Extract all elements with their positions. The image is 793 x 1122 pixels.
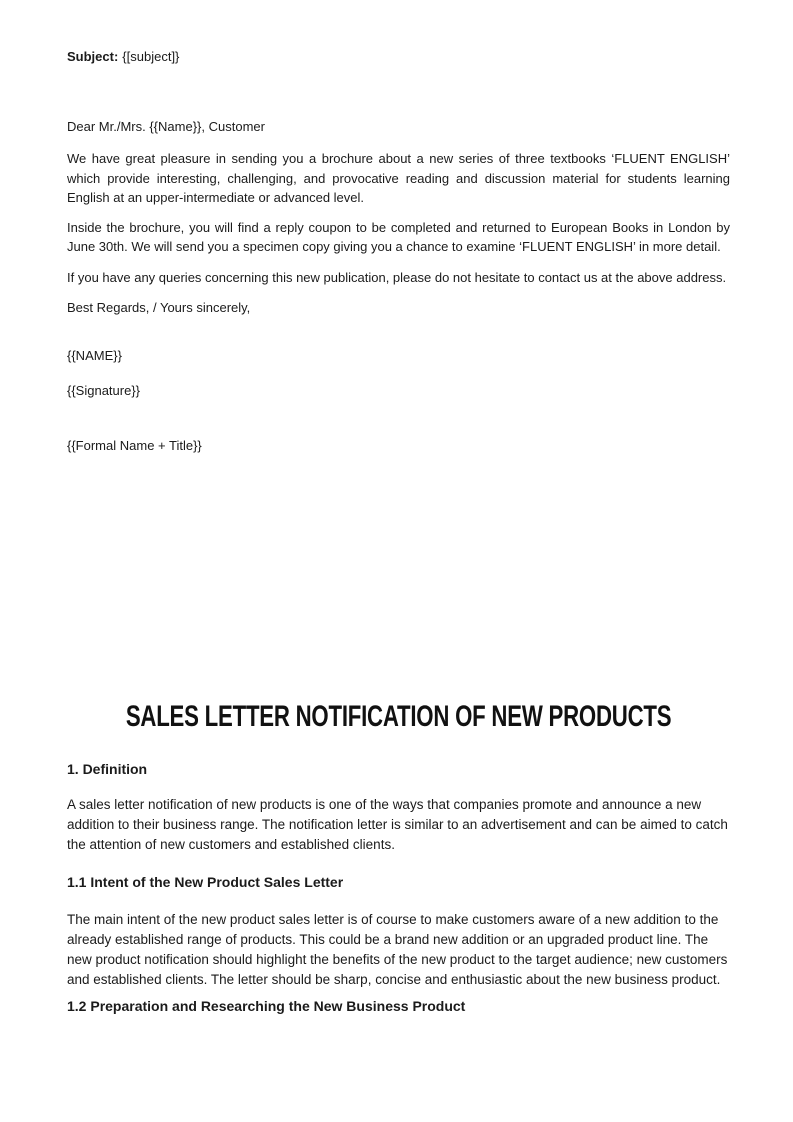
section-heading-intent: 1.1 Intent of the New Product Sales Letter xyxy=(67,874,344,890)
article-title-text: SALES LETTER NOTIFICATION OF NEW PRODUCTS xyxy=(125,700,672,733)
letter-paragraph-1: We have great pleasure in sending you a brochure about a new series of three textbooks ‘FLUENT ENGLISH’ which provide interesting, challenging, and provocative reading and discussion material for students learning English at an upper-intermediate or advanced level. xyxy=(67,151,730,205)
section-body-definition: A sales letter notification of new products is one of the ways that companies promote and announce a new addition to their business range. The notification letter is similar to an advertisement and can be aimed to catch the attention of new customers and established clients. xyxy=(67,797,728,852)
closing-line: Best Regards, / Yours sincerely, xyxy=(67,300,251,315)
letter-section xyxy=(67,47,730,455)
salutation: Dear Mr./Mrs. {{Name}}, Customer xyxy=(67,118,265,134)
section-body-intent: The main intent of the new product sales letter is of course to make customers aware of a new addition to the already established range of products. This could be a brand new addition or an upgraded product line. The new product notification should highlight the benefits of the new product to the target audience; new customers and established clients. The letter should be sharp, concise and enthusiastic about the new business product. xyxy=(67,912,728,987)
letter-paragraph-2: Inside the brochure, you will find a reply coupon to be completed and returned to European Books in London by June 30th. We will send you a specimen copy giving you a chance to examine ‘FLUENT ENGLISH’ in more detail. xyxy=(67,219,730,254)
letter-paragraph-3: If you have any queries concerning this new publication, please do not hesitate to contact us at the above address. xyxy=(67,269,727,285)
formal-name-placeholder: {{Formal Name + Title}} xyxy=(67,437,202,453)
article-title xyxy=(67,699,730,735)
subject-line xyxy=(67,47,730,67)
section-heading-preparation: 1.2 Preparation and Researching the New Business Product xyxy=(67,998,466,1014)
signature-placeholder: {{Signature}} xyxy=(67,383,141,398)
subject-value: {[subject]} xyxy=(122,49,180,64)
section-heading-definition: 1. Definition xyxy=(67,761,148,777)
article-section xyxy=(67,699,730,1016)
subject-label: Subject: xyxy=(67,49,119,64)
name-placeholder: {{NAME}} xyxy=(67,347,122,363)
